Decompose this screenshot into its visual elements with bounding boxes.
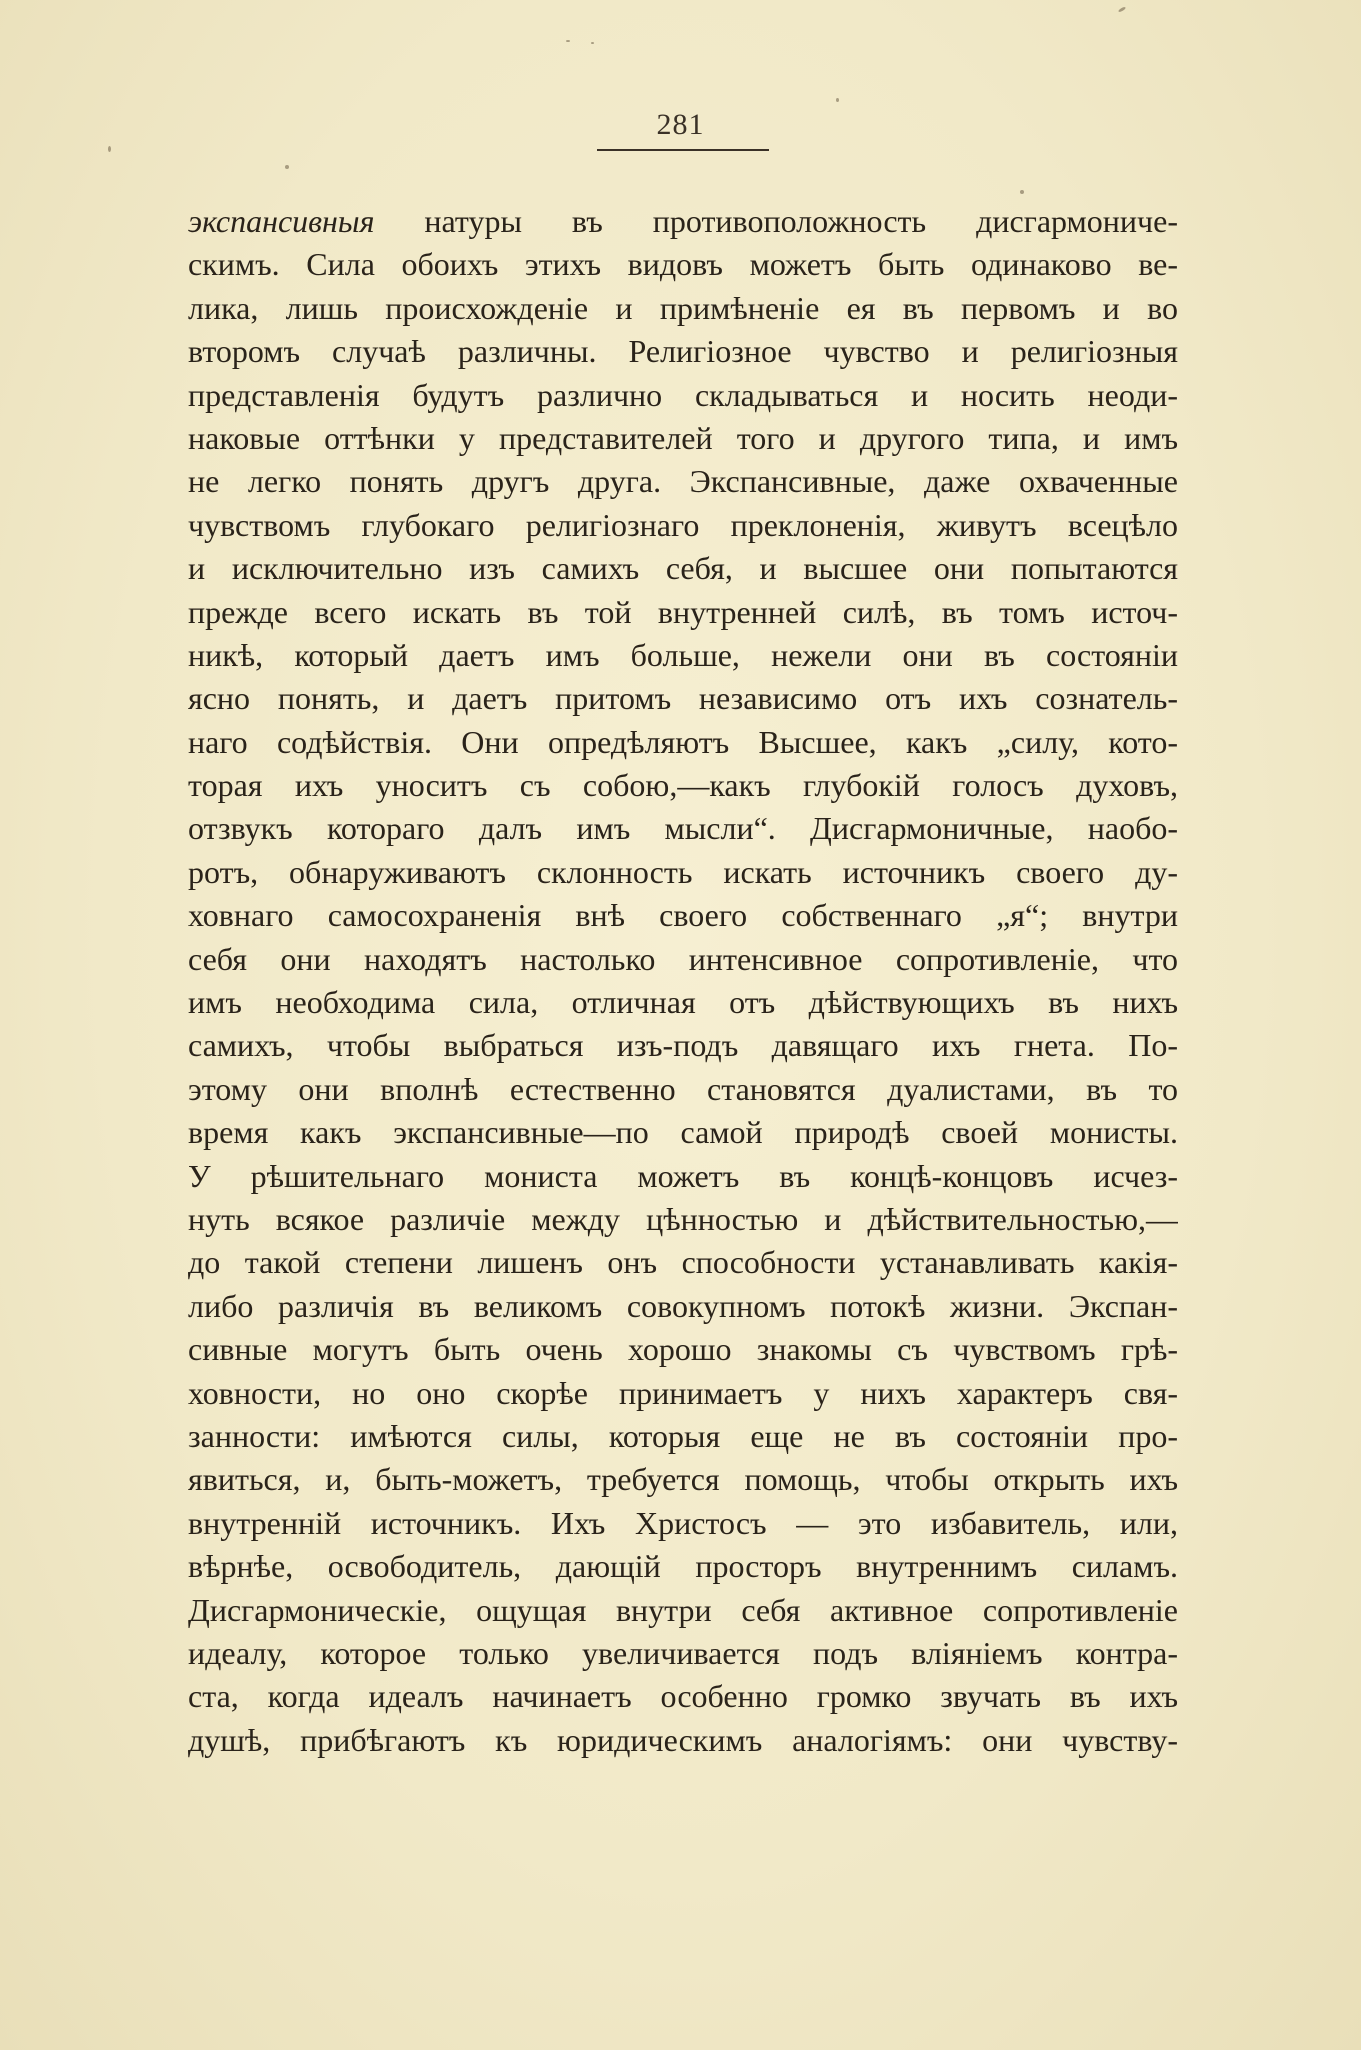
page-number: 281	[656, 108, 705, 141]
paper-speck	[285, 165, 289, 169]
text-line: либо различія въ великомъ совокупномъ потокѣ жизни. Экспан-	[188, 1287, 1178, 1324]
text-line: душѣ, прибѣгаютъ къ юридическимъ аналогіямъ: они чувству-	[188, 1721, 1178, 1758]
text-line: не легко понять другъ друга. Экспансивные, даже охваченные	[188, 463, 1178, 500]
text-line: второмъ случаѣ различны. Религіозное чувство и религіозныя	[188, 333, 1178, 370]
text-line: явиться, и, быть-можетъ, требуется помощь, чтобы открыть ихъ	[188, 1461, 1178, 1498]
text-line: никѣ, который даетъ имъ больше, нежели они въ состояніи	[188, 636, 1178, 673]
text-line: до такой степени лишенъ онъ способности устанавливать какія-	[188, 1244, 1178, 1281]
text-line: время какъ экспансивные—по самой природѣ своей монисты.	[188, 1114, 1178, 1151]
text-line: представленія будутъ различно складываться и носить неоди-	[188, 376, 1178, 413]
text-line: ховности, но оно скорѣе принимаетъ у нихъ характеръ свя-	[188, 1374, 1178, 1411]
text-line: себя они находятъ настолько интенсивное сопротивленіе, что	[188, 940, 1178, 977]
text-line: имъ необходима сила, отличная отъ дѣйствующихъ въ нихъ	[188, 984, 1178, 1021]
text-line: этому они вполнѣ естественно становятся дуалистами, въ то	[188, 1070, 1178, 1107]
text-line: занности: имѣются силы, которыя еще не въ состояніи про-	[188, 1417, 1178, 1454]
text-line: торая ихъ уноситъ съ собою,—какъ глубокій голосъ духовъ,	[188, 767, 1178, 804]
first-line-rest: натуры въ противоположность дисгармониче-	[374, 203, 1178, 239]
text-line: внутренній источникъ. Ихъ Христосъ — это избавитель, или,	[188, 1504, 1178, 1541]
text-line: и исключительно изъ самихъ себя, и высшее они попытаются	[188, 550, 1178, 587]
text-line-first	[188, 200, 1178, 243]
italic-term: экспансивныя	[188, 203, 375, 239]
text-line: сивные могутъ быть очень хорошо знакомы съ чувствомъ грѣ-	[188, 1331, 1178, 1368]
text-body	[188, 200, 1178, 1762]
text-line: самихъ, чтобы выбраться изъ-подъ давящаго ихъ гнета. По-	[188, 1027, 1178, 1064]
text-line: Дисгармоническіе, ощущая внутри себя активное сопротивленіе	[188, 1591, 1178, 1628]
text-line: нуть всякое различіе между цѣнностью и дѣйствительностью,—	[188, 1200, 1178, 1237]
text-line: ротъ, обнаруживаютъ склонность искать источникъ своего ду-	[188, 853, 1178, 890]
text-line: ста, когда идеалъ начинаетъ особенно громко звучать въ ихъ	[188, 1678, 1178, 1715]
text-line: ясно понять, и даетъ притомъ независимо отъ ихъ сознатель-	[188, 680, 1178, 717]
text-line: ховнаго самосохраненія внѣ своего собственнаго „я“; внутри	[188, 897, 1178, 934]
paper-speck	[1118, 6, 1126, 13]
paper-speck	[108, 146, 111, 152]
text-line: лика, лишь происхожденіе и примѣненіе ея въ первомъ и во	[188, 289, 1178, 326]
text-line: чувствомъ глубокаго религіознаго преклоненія, живутъ всецѣло	[188, 506, 1178, 543]
paper-speck	[566, 40, 570, 42]
text-line: У рѣшительнаго мониста можетъ въ концѣ-концовъ исчез-	[188, 1157, 1178, 1194]
page-number-rule	[597, 149, 769, 151]
paper-speck	[1020, 190, 1024, 194]
text-line: наго содѣйствія. Они опредѣляютъ Высшее, какъ „силу, кото-	[188, 723, 1178, 760]
paper-speck	[836, 98, 839, 102]
text-line: вѣрнѣе, освободитель, дающій просторъ внутреннимъ силамъ.	[188, 1548, 1178, 1585]
text-line: скимъ. Сила обоихъ этихъ видовъ можетъ быть одинаково ве-	[188, 246, 1178, 283]
text-line: прежде всего искать въ той внутренней силѣ, въ томъ источ-	[188, 593, 1178, 630]
paper-speck	[591, 42, 594, 44]
text-line: идеалу, которое только увеличивается подъ вліяніемъ контра-	[188, 1634, 1178, 1671]
text-line: отзвукъ котораго далъ имъ мысли“. Дисгармоничные, наобо-	[188, 810, 1178, 847]
text-line: наковые оттѣнки у представителей того и другого типа, и имъ	[188, 419, 1178, 456]
